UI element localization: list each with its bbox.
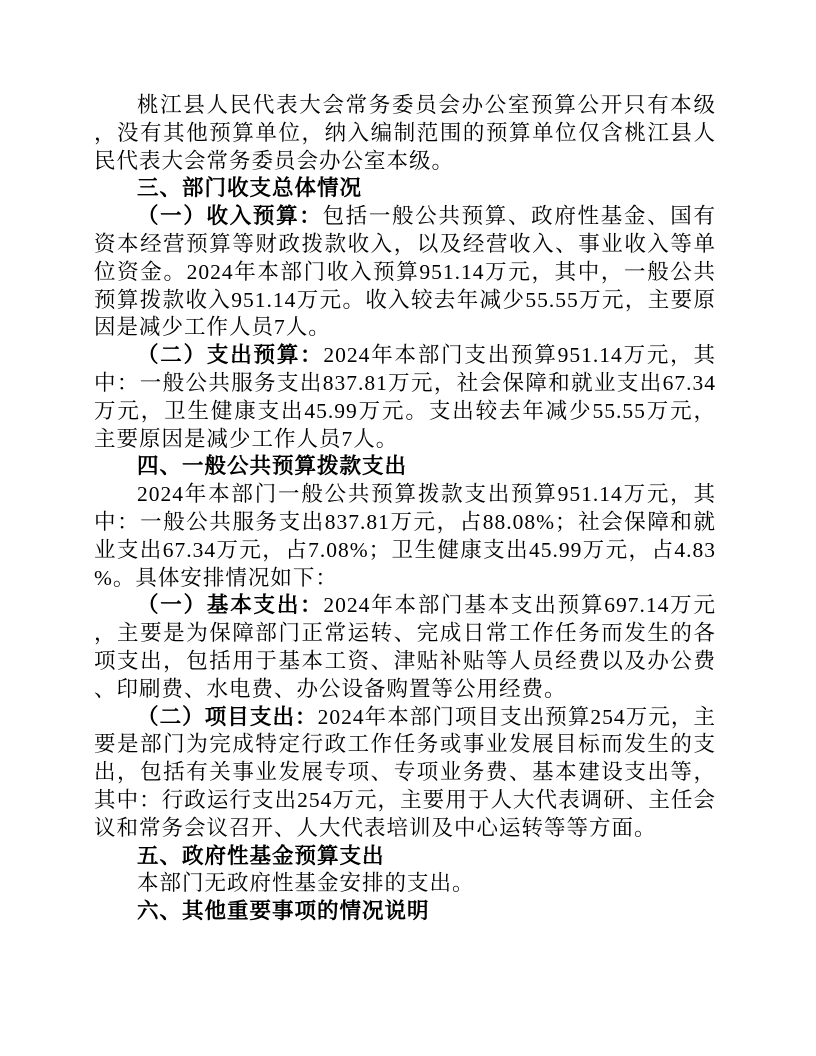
- paragraph-text: 2024年本部门一般公共预算拨款支出预算951.14万元，其中：一般公共服务支出837.81万元，占88.08%；社会保障和就业支出67.34万元，占7.08%；卫生健康支出45.99万元，占4.83%。具体安排情况如下：: [94, 482, 716, 590]
- paragraph-income-budget: [94, 203, 716, 342]
- section-heading-6: [94, 898, 716, 926]
- paragraph-general-public-budget: [94, 481, 716, 592]
- paragraph-lead: （二）支出预算：: [137, 343, 324, 368]
- paragraph-budget-scope: [94, 92, 716, 175]
- heading-text: 四、一般公共预算拨款支出: [137, 454, 408, 479]
- paragraph-text: 2024年本部门基本支出预算697.14万元，主要是为保障部门正常运转、完成日常工作任务而发生的各项支出，包括用于基本工资、津贴补贴等人员经费以及办公费、印刷费、水电费、办公设备购置等公用经费。: [94, 593, 716, 701]
- paragraph-lead: （二）项目支出：: [137, 704, 318, 729]
- heading-text: 三、部门收支总体情况: [137, 176, 363, 201]
- heading-text: 五、政府性基金预算支出: [137, 843, 385, 868]
- paragraph-text: 桃江县人民代表大会常务委员会办公室预算公开只有本级，没有其他预算单位，纳入编制范围的预算单位仅含桃江县人民代表大会常务委员会办公室本级。: [94, 93, 716, 173]
- paragraph-text: 2024年本部门项目支出预算254万元，主要是部门为完成特定行政工作任务或事业发展目标而发生的支出，包括有关事业发展专项、专项业务费、基本建设支出等，其中：行政运行支出254万元，主要用于人大代表调研、主任会议和常务会议召开、人大代表培训及中心运转等等方面。: [94, 704, 716, 840]
- paragraph-no-gov-fund: [94, 870, 716, 898]
- heading-text: 六、其他重要事项的情况说明: [137, 899, 430, 924]
- paragraph-lead: （一）收入预算：: [137, 204, 323, 229]
- paragraph-basic-expenditure: [94, 592, 716, 703]
- paragraph-lead: （一）基本支出：: [137, 593, 324, 618]
- section-heading-3: [94, 175, 716, 203]
- paragraph-expenditure-budget: [94, 342, 716, 453]
- section-heading-5: [94, 843, 716, 871]
- section-heading-4: [94, 453, 716, 481]
- paragraph-project-expenditure: [94, 704, 716, 843]
- document-body: [94, 92, 716, 926]
- paragraph-text: 本部门无政府性基金安排的支出。: [137, 871, 475, 896]
- paragraph-text: 2024年本部门支出预算951.14万元，其中：一般公共服务支出837.81万元，社会保障和就业支出67.34万元，卫生健康支出45.99万元。支出较去年减少55.55万元，主要原因是减少工作人员7人。: [94, 343, 716, 451]
- paragraph-text: 包括一般公共预算、政府性基金、国有资本经营预算等财政拨款收入，以及经营收入、事业收入等单位资金。2024年本部门收入预算951.14万元，其中，一般公共预算拨款收入951.14万元。收入较去年减少55.55万元，主要原因是减少工作人员7人。: [94, 204, 716, 340]
